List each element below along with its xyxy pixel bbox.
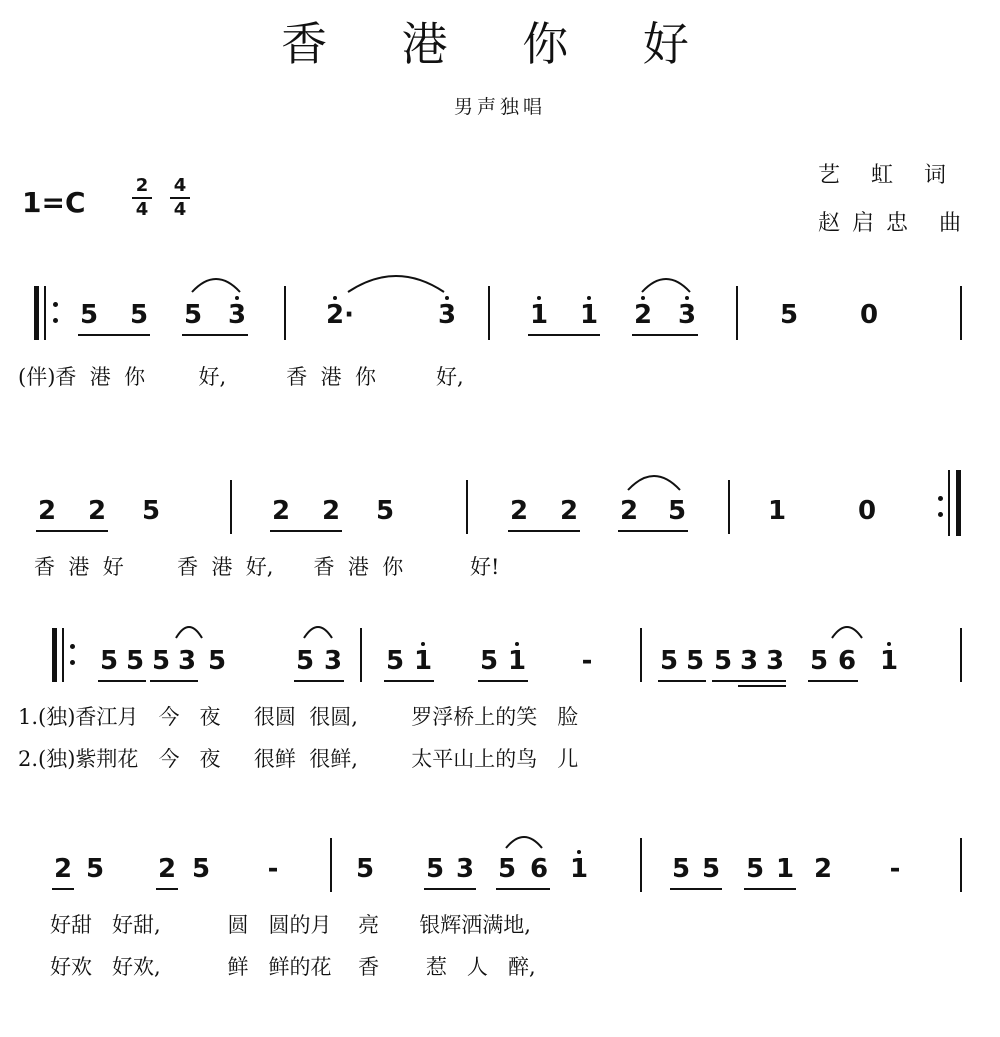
repeat-start-thin-bar	[44, 286, 46, 340]
note: 5	[671, 854, 691, 884]
note: 2	[321, 496, 341, 526]
beam	[150, 680, 198, 682]
bar-line	[736, 286, 738, 340]
note: 5	[659, 646, 679, 676]
note: 2	[509, 496, 529, 526]
bar-line	[960, 628, 962, 682]
note: 3	[227, 300, 247, 330]
note: 5	[141, 496, 161, 526]
repeat-dot	[938, 496, 943, 501]
note: 5	[355, 854, 375, 884]
beam	[156, 888, 178, 890]
note: 1	[579, 300, 599, 330]
time-signature-2: 4 4	[170, 176, 190, 220]
repeat-start-bar	[52, 628, 57, 682]
repeat-dot	[70, 660, 75, 665]
note: 5	[425, 854, 445, 884]
bar-line	[284, 286, 286, 340]
beam	[36, 530, 108, 532]
beam	[496, 888, 550, 890]
note: 2	[559, 496, 579, 526]
note: 5	[375, 496, 395, 526]
high-octave-dot	[587, 296, 591, 300]
bar-line	[330, 838, 332, 892]
beam	[270, 530, 342, 532]
note: 6	[529, 854, 549, 884]
note: 5	[129, 300, 149, 330]
lyric-line-verse-2: 2.(独)紫荆花 今 夜 很鲜 很鲜, 太平山上的鸟 儿	[18, 747, 579, 771]
high-octave-dot	[445, 296, 449, 300]
lyric-line-verse-1: 1.(独)香江月 今 夜 很圆 很圆, 罗浮桥上的笑 脸	[18, 705, 579, 729]
note: 2	[53, 854, 73, 884]
beam	[52, 888, 74, 890]
high-octave-dot	[577, 850, 581, 854]
note: 5	[99, 646, 119, 676]
note: 5	[809, 646, 829, 676]
bar-line	[360, 628, 362, 682]
note: 5	[151, 646, 171, 676]
beam	[738, 685, 786, 687]
note: 3	[437, 300, 457, 330]
note: 5	[497, 854, 517, 884]
dash: -	[267, 854, 279, 884]
note: 5	[183, 300, 203, 330]
high-octave-dot	[641, 296, 645, 300]
note: 1	[507, 646, 527, 676]
note: 5	[295, 646, 315, 676]
lyric-line-verse-2: 好欢 好欢, 鲜 鲜的花 香 惹 人 醉,	[50, 955, 536, 979]
note: 1	[767, 496, 787, 526]
bar-line	[488, 286, 490, 340]
slur	[346, 268, 446, 294]
bar-line	[466, 480, 468, 534]
lyric-line: (伴)香 港 你 好, 香 港 你 好,	[18, 365, 464, 389]
key-signature: 1=C	[22, 186, 86, 219]
dash: -	[581, 646, 593, 676]
beam	[808, 680, 858, 682]
note: 3	[677, 300, 697, 330]
note: 2·	[326, 300, 354, 330]
slur	[504, 830, 544, 850]
song-title: 香 港 你 好	[281, 17, 719, 71]
note: 3	[739, 646, 759, 676]
note: 5	[779, 300, 799, 330]
bar-line	[640, 628, 642, 682]
note: 0	[857, 496, 877, 526]
note: 3	[765, 646, 785, 676]
lyric-line: 香 港 好 香 港 好, 香 港 你 好!	[34, 555, 500, 579]
beam	[508, 530, 580, 532]
note: 5	[667, 496, 687, 526]
beam	[78, 334, 150, 336]
note: 3	[323, 646, 343, 676]
beam	[294, 680, 344, 682]
repeat-dot	[53, 302, 58, 307]
beam	[670, 888, 722, 890]
beam	[618, 530, 688, 532]
note: 1	[529, 300, 549, 330]
slur	[190, 272, 242, 294]
note: 2	[37, 496, 57, 526]
repeat-start-bar	[34, 286, 39, 340]
note: 0	[859, 300, 879, 330]
bar-line	[960, 838, 962, 892]
bar-line	[640, 838, 642, 892]
note: 5	[79, 300, 99, 330]
note: 2	[271, 496, 291, 526]
lyricist-credit: 艺 虹 词	[818, 163, 958, 188]
note: 5	[191, 854, 211, 884]
note: 5	[125, 646, 145, 676]
note: 5	[701, 854, 721, 884]
repeat-dot	[938, 512, 943, 517]
slur	[830, 620, 864, 640]
beam	[528, 334, 600, 336]
repeat-start-thin-bar	[62, 628, 64, 682]
beam	[658, 680, 706, 682]
beam	[744, 888, 796, 890]
song-subtitle: 男声独唱	[453, 96, 546, 118]
high-octave-dot	[235, 296, 239, 300]
composer-credit: 赵启忠 曲	[818, 211, 973, 236]
note: 1	[775, 854, 795, 884]
bar-line	[728, 480, 730, 534]
beam	[384, 680, 434, 682]
beam	[424, 888, 476, 890]
note: 3	[177, 646, 197, 676]
note: 5	[713, 646, 733, 676]
beam	[478, 680, 528, 682]
slur	[174, 620, 204, 640]
note: 1	[879, 646, 899, 676]
high-octave-dot	[685, 296, 689, 300]
repeat-dot	[70, 644, 75, 649]
time-signature-1: 2 4	[132, 176, 152, 220]
note: 2	[157, 854, 177, 884]
note: 5	[385, 646, 405, 676]
high-octave-dot	[333, 296, 337, 300]
note: 1	[569, 854, 589, 884]
bar-line	[960, 286, 962, 340]
beam	[712, 680, 786, 682]
note: 2	[633, 300, 653, 330]
note: 5	[479, 646, 499, 676]
repeat-end-bar	[956, 470, 961, 536]
dash: -	[889, 854, 901, 884]
bar-line	[230, 480, 232, 534]
lyric-line-verse-1: 好甜 好甜, 圆 圆的月 亮 银辉洒满地,	[50, 913, 531, 937]
slur	[640, 272, 692, 294]
high-octave-dot	[515, 642, 519, 646]
note: 5	[685, 646, 705, 676]
note: 5	[85, 854, 105, 884]
note: 5	[207, 646, 227, 676]
high-octave-dot	[537, 296, 541, 300]
note: 2	[813, 854, 833, 884]
high-octave-dot	[421, 642, 425, 646]
high-octave-dot	[887, 642, 891, 646]
repeat-dot	[53, 318, 58, 323]
note: 2	[619, 496, 639, 526]
note: 6	[837, 646, 857, 676]
repeat-end-thin-bar	[948, 470, 950, 536]
note: 5	[745, 854, 765, 884]
beam	[632, 334, 698, 336]
note: 1	[413, 646, 433, 676]
slur	[626, 468, 682, 492]
beam	[182, 334, 248, 336]
note: 3	[455, 854, 475, 884]
slur	[302, 620, 334, 640]
note: 2	[87, 496, 107, 526]
beam	[98, 680, 146, 682]
